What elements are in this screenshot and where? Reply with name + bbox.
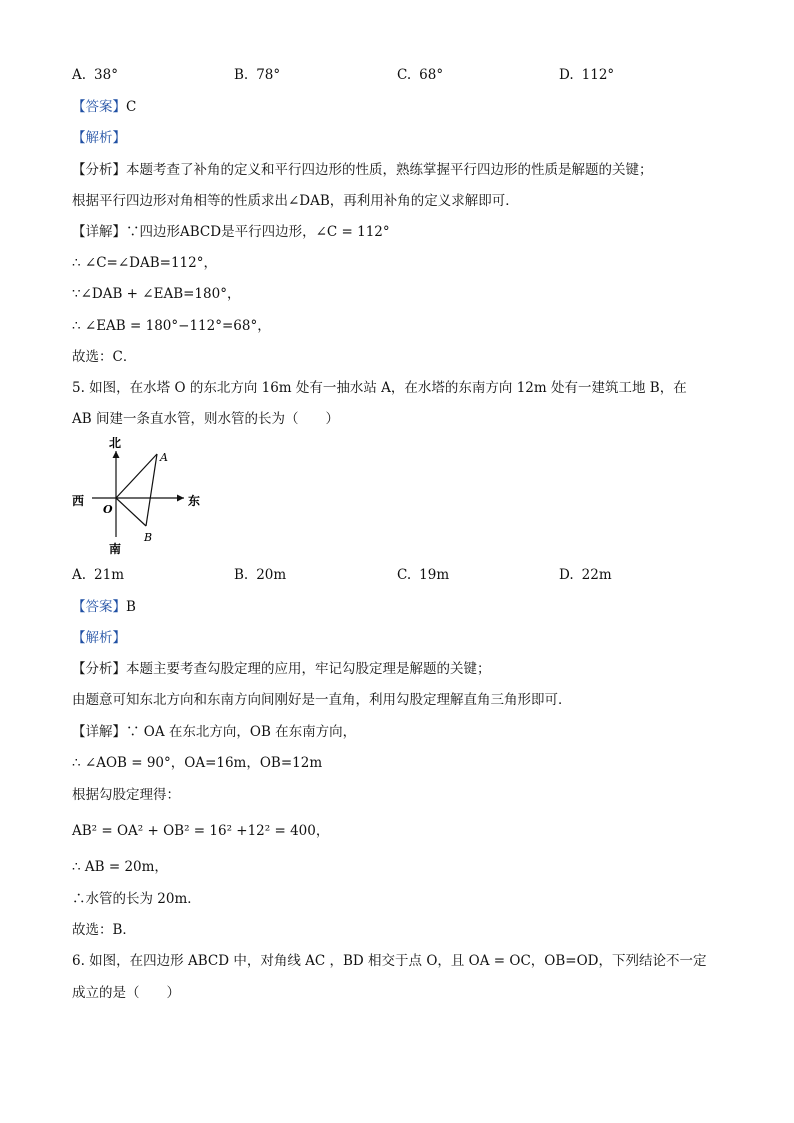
q5-option-d: D. 22m <box>559 567 612 583</box>
q5-fenxi: 【分析】本题主要考查勾股定理的应用，牢记勾股定理是解题的关键； <box>72 661 491 677</box>
q4-fenxi: 【分析】本题考查了补角的定义和平行四边形的性质，熟练掌握平行四边形的性质是解题的关键； <box>72 162 653 178</box>
label-o: O <box>103 503 113 516</box>
q5-detail-1: 【详解】∵ OA 在东北方向，OB 在东南方向， <box>72 724 357 740</box>
q4-answer: 【答案】C <box>72 99 137 115</box>
q5-option-b: B. 20m <box>234 567 287 583</box>
q4-detail-5: 故选：C． <box>72 349 137 365</box>
q4-detail-3: ∵∠DAB + ∠EAB=180°， <box>72 286 241 302</box>
q5-detail-2: ∴ ∠AOB = 90°，OA=16m，OB=12m <box>72 755 323 771</box>
label-north: 北 <box>109 437 122 450</box>
q5-option-a: A. 21m <box>72 567 125 583</box>
label-b: B <box>144 531 153 544</box>
q5-answer: 【答案】B <box>72 599 136 615</box>
label-south: 南 <box>109 542 122 556</box>
q5-option-c: C. 19m <box>397 567 450 583</box>
q4-detail-4: ∴ ∠EAB = 180°−112°=68°， <box>72 318 271 334</box>
q5-question-line1: 5. 如图，在水塔 O 的东北方向 16m 处有一抽水站 A，在水塔的东南方向 12m 处有一建筑工地 B，在 <box>72 380 687 396</box>
q5-question-line2: AB 间建一条直水管，则水管的长为（ ） <box>72 411 339 427</box>
q5-detail-6: ∴水管的长为 20m． <box>72 891 201 907</box>
q4-method: 根据平行四边形对角相等的性质求出∠DAB，再利用补角的定义求解即可． <box>72 193 519 209</box>
q6-question-line2: 成立的是（ ） <box>72 985 180 1001</box>
q4-detail-1: 【详解】∵四边形ABCD是平行四边形，∠C = 112° <box>72 224 390 240</box>
q6-question-line1: 6. 如图，在四边形 ABCD 中，对角线 AC ，BD 相交于点 O，且 OA = OC，OB=OD，下列结论不一定 <box>72 953 707 969</box>
q5-detail-7: 故选：B． <box>72 922 136 938</box>
q4-analysis-heading: 【解析】 <box>72 130 126 146</box>
label-west: 西 <box>72 494 85 508</box>
label-east: 东 <box>188 494 201 508</box>
q4-option-a: A. 38° <box>72 67 118 83</box>
label-a: A <box>160 451 168 464</box>
q4-option-b: B. 78° <box>234 67 281 83</box>
q5-method: 由题意可知东北方向和东南方向间刚好是一直角，利用勾股定理解直角三角形即可． <box>72 692 572 708</box>
q5-detail-5: ∴ AB = 20m， <box>72 859 168 875</box>
q5-detail-4: AB² = OA² + OB² = 16² +12² = 400， <box>72 823 330 839</box>
q4-option-d: D. 112° <box>559 67 615 83</box>
q5-detail-3: 根据勾股定理得： <box>72 787 180 803</box>
compass-diagram <box>72 437 212 559</box>
q4-detail-2: ∴ ∠C=∠DAB=112°， <box>72 255 217 271</box>
q4-option-c: C. 68° <box>397 67 444 83</box>
q5-options <box>72 567 722 585</box>
segment-ob <box>116 498 146 526</box>
q5-analysis-heading: 【解析】 <box>72 630 126 646</box>
q4-options <box>72 67 722 85</box>
